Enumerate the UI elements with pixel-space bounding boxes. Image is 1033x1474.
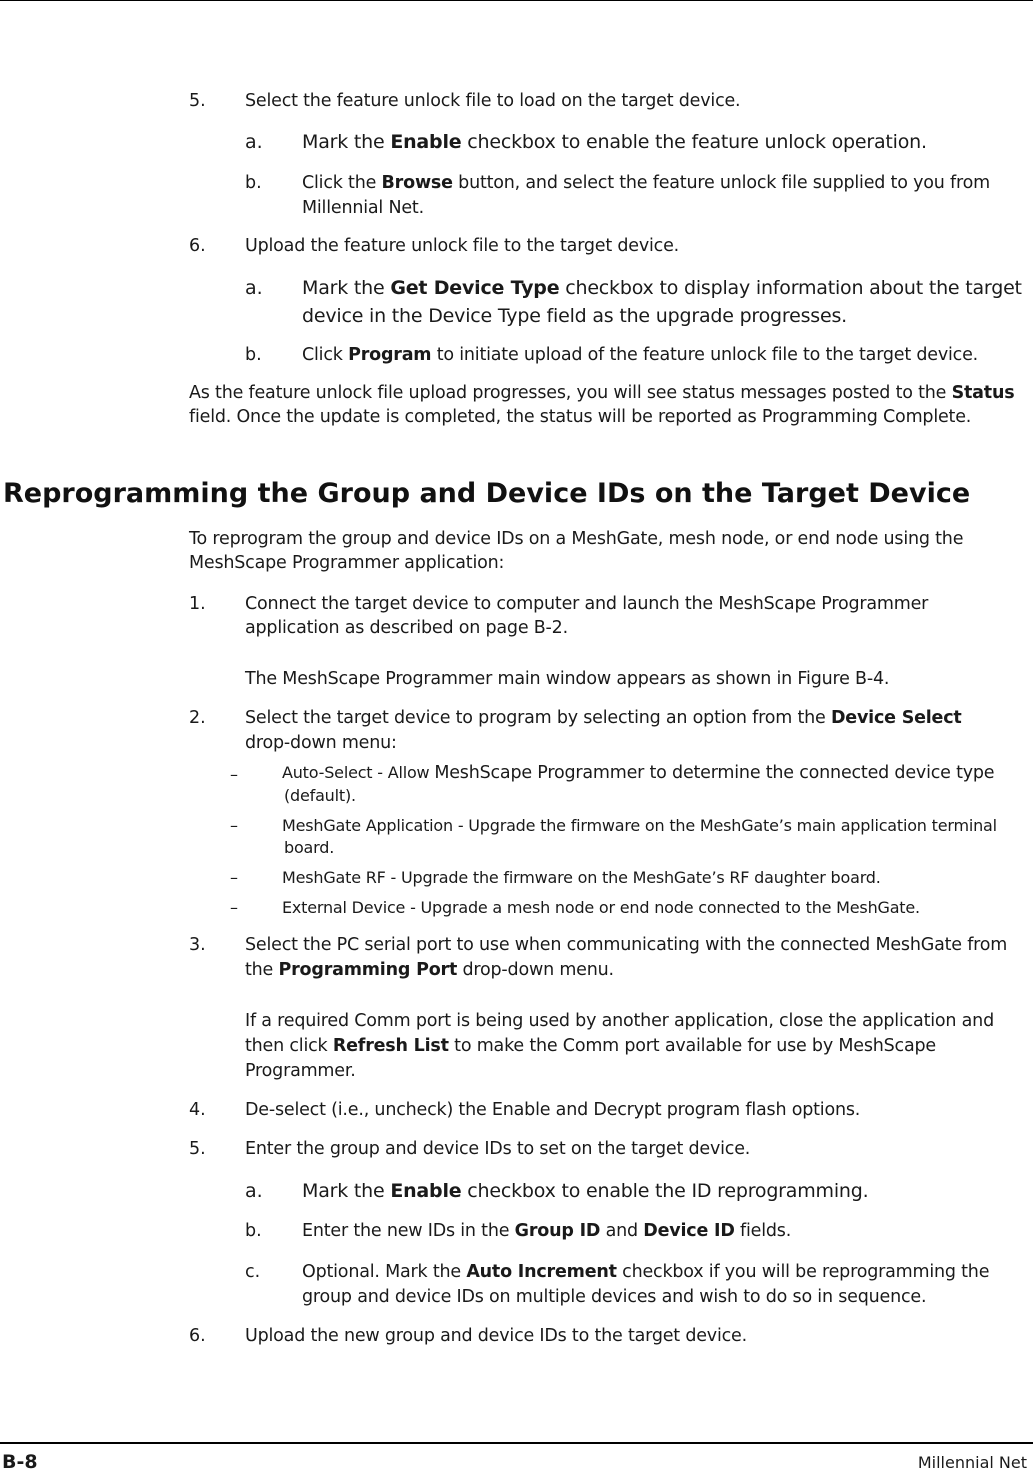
substep-text: Enter the new IDs in the Group ID and Device ID fields. xyxy=(302,1221,792,1241)
page-number: B-8 xyxy=(2,1451,38,1473)
substep-letter: a. xyxy=(245,131,263,153)
step-number: 3. xyxy=(189,935,206,955)
footer-rule xyxy=(0,1442,1033,1444)
step-number: 6. xyxy=(189,236,206,256)
substep-letter: a. xyxy=(245,277,263,299)
step-number: 4. xyxy=(189,1100,206,1120)
paragraph-cont: field. Once the update is completed, the status will be reported as Programming Complete. xyxy=(189,407,972,427)
bullet-text: Auto-Select - Allow MeshScape Programmer to determine the connected device type xyxy=(282,763,995,783)
substep-letter: b. xyxy=(245,1221,262,1241)
substep-text: Click Program to initiate upload of the feature unlock file to the target device. xyxy=(302,345,979,365)
substep-letter: c. xyxy=(245,1262,261,1282)
intro-text: To reprogram the group and device IDs on a MeshGate, mesh node, or end node using the xyxy=(189,529,964,549)
bullet-text: External Device - Upgrade a mesh node or end node connected to the MeshGate. xyxy=(282,898,920,917)
step-number: 5. xyxy=(189,91,206,111)
bullet-text-cont: (default). xyxy=(284,786,356,805)
substep-text-cont: Millennial Net. xyxy=(302,198,424,218)
step-number: 2. xyxy=(189,708,206,728)
substep-text: Optional. Mark the Auto Increment checkbox if you will be reprogramming the xyxy=(302,1262,990,1282)
bullet-dash: – xyxy=(230,765,238,784)
step-text: Upload the new group and device IDs to the target device. xyxy=(245,1326,747,1346)
step-note-cont: Programmer. xyxy=(245,1061,356,1081)
bullet-text: MeshGate RF - Upgrade the firmware on the MeshGate’s RF daughter board. xyxy=(282,868,881,887)
step-text: Upload the feature unlock file to the target device. xyxy=(245,236,680,256)
substep-text-cont: group and device IDs on multiple devices and wish to do so in sequence. xyxy=(302,1287,927,1307)
step-note-cont: then click Refresh List to make the Comm port available for use by MeshScape xyxy=(245,1036,936,1056)
footer-company: Millennial Net xyxy=(917,1453,1027,1472)
bullet-text: MeshGate Application - Upgrade the firmware on the MeshGate’s main application terminal xyxy=(282,816,997,835)
intro-text-cont: MeshScape Programmer application: xyxy=(189,553,505,573)
step-text: Select the feature unlock file to load on the target device. xyxy=(245,91,741,111)
substep-text: Mark the Get Device Type checkbox to display information about the target xyxy=(302,277,1022,299)
step-number: 5. xyxy=(189,1139,206,1159)
bullet-dash: – xyxy=(230,898,238,917)
section-heading: Reprogramming the Group and Device IDs on the Target Device xyxy=(3,478,971,509)
substep-text: Click the Browse button, and select the feature unlock file supplied to you from xyxy=(302,173,990,193)
step-text: De-select (i.e., uncheck) the Enable and Decrypt program flash options. xyxy=(245,1100,861,1120)
substep-letter: b. xyxy=(245,345,262,365)
top-rule xyxy=(0,0,1033,1)
step-text: Enter the group and device IDs to set on the target device. xyxy=(245,1139,751,1159)
bullet-dash: – xyxy=(230,868,238,887)
step-number: 1. xyxy=(189,594,206,614)
step-text: Select the PC serial port to use when communicating with the connected MeshGate from xyxy=(245,935,1008,955)
bullet-text-cont: board. xyxy=(284,838,335,857)
step-text: Select the target device to program by selecting an option from the Device Select xyxy=(245,708,962,728)
substep-letter: b. xyxy=(245,173,262,193)
substep-text: Mark the Enable checkbox to enable the ID reprogramming. xyxy=(302,1180,869,1202)
step-note: The MeshScape Programmer main window appears as shown in Figure B-4. xyxy=(245,669,890,689)
substep-text-cont: device in the Device Type field as the upgrade progresses. xyxy=(302,305,848,327)
step-text: Connect the target device to computer and launch the MeshScape Programmer xyxy=(245,594,929,614)
step-note: If a required Comm port is being used by another application, close the application and xyxy=(245,1011,994,1031)
step-text-cont: the Programming Port drop-down menu. xyxy=(245,960,614,980)
step-text-cont: application as described on page B-2. xyxy=(245,618,568,638)
step-text-cont: drop-down menu: xyxy=(245,733,397,753)
step-number: 6. xyxy=(189,1326,206,1346)
bullet-dash: – xyxy=(230,816,238,835)
substep-text: Mark the Enable checkbox to enable the feature unlock operation. xyxy=(302,131,927,153)
substep-letter: a. xyxy=(245,1180,263,1202)
paragraph: As the feature unlock file upload progresses, you will see status messages posted to the Status xyxy=(189,383,1015,403)
